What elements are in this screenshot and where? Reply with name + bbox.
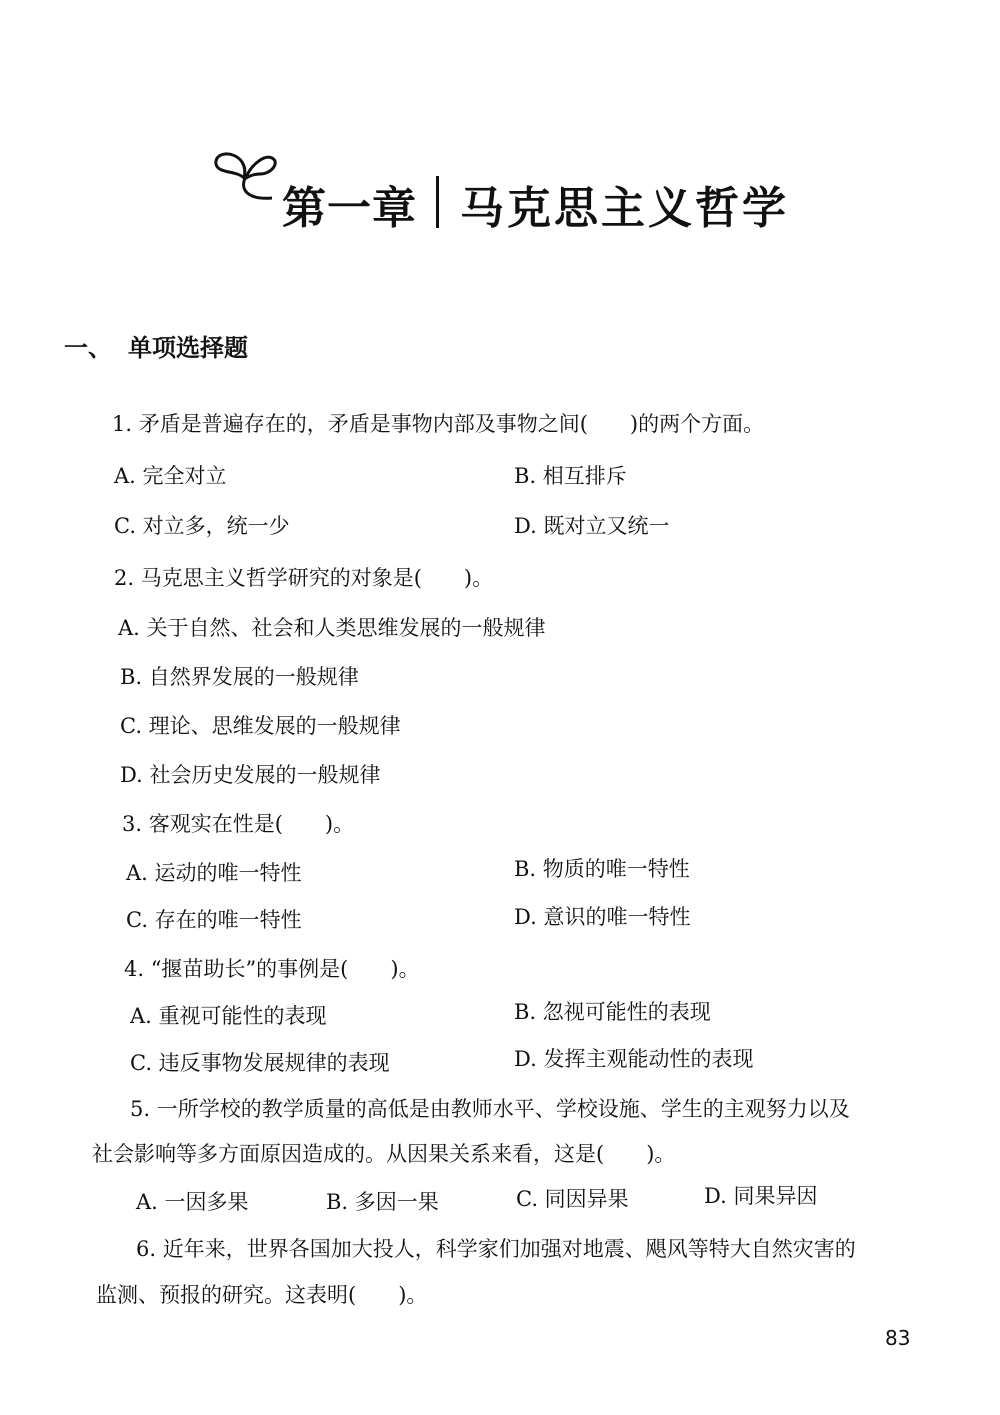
q5-option-c: C. 同因异果 xyxy=(516,1187,629,1211)
q4-option-a: A. 重视可能性的表现 xyxy=(130,1004,327,1028)
q4-option-d: D. 发挥主观能动性的表现 xyxy=(514,1047,754,1071)
q4-option-b: B. 忽视可能性的表现 xyxy=(514,1000,711,1024)
q3-option-c: C. 存在的唯一特性 xyxy=(126,908,302,932)
section-number: 一、 xyxy=(64,334,112,362)
title-divider xyxy=(436,176,439,228)
question-5-line-1: 5. 一所学校的教学质量的高低是由教师水平、学校设施、学生的主观努力以及 xyxy=(130,1097,850,1121)
q2-option-d: D. 社会历史发展的一般规律 xyxy=(120,763,381,787)
q1-option-c: C. 对立多，统一少 xyxy=(114,514,290,538)
q3-option-b: B. 物质的唯一特性 xyxy=(514,857,690,881)
question-1: 1. 矛盾是普遍存在的，矛盾是事物内部及事物之间( )的两个方面。 xyxy=(112,412,765,436)
q2-option-c: C. 理论、思维发展的一般规律 xyxy=(120,714,401,738)
question-5-line-2: 社会影响等多方面原因造成的。从因果关系来看，这是( )。 xyxy=(92,1142,676,1166)
q5-option-b: B. 多因一果 xyxy=(326,1190,439,1214)
section-title: 单项选择题 xyxy=(128,334,248,362)
q3-option-a: A. 运动的唯一特性 xyxy=(126,861,302,885)
q1-option-a: A. 完全对立 xyxy=(114,464,227,488)
question-3: 3. 客观实在性是( )。 xyxy=(122,812,355,836)
chapter-number: 第一章 xyxy=(282,183,417,234)
question-6-line-2: 监测、预报的研究。这表明( )。 xyxy=(96,1283,428,1307)
q4-option-c: C. 违反事物发展规律的表现 xyxy=(130,1051,390,1075)
q5-option-a: A. 一因多果 xyxy=(136,1190,249,1214)
chapter-title: 马克思主义哲学 xyxy=(460,183,789,234)
q2-option-b: B. 自然界发展的一般规律 xyxy=(120,665,359,689)
question-6-line-1: 6. 近年来，世界各国加大投人，科学家们加强对地震、飓风等特大自然灾害的 xyxy=(136,1237,856,1261)
question-4: 4. “揠苗助长”的事例是( )。 xyxy=(124,957,420,981)
q1-option-b: B. 相互排斥 xyxy=(514,464,627,488)
q5-option-d: D. 同果异因 xyxy=(704,1184,818,1208)
page-number: 83 xyxy=(885,1326,911,1350)
q1-option-d: D. 既对立又统一 xyxy=(514,514,670,538)
q2-option-a: A. 关于自然、社会和人类思维发展的一般规律 xyxy=(118,616,546,640)
question-2: 2. 马克思主义哲学研究的对象是( )。 xyxy=(114,566,494,590)
q3-option-d: D. 意识的唯一特性 xyxy=(514,905,691,929)
sprout-icon xyxy=(210,140,290,220)
chapter-heading xyxy=(210,140,810,240)
